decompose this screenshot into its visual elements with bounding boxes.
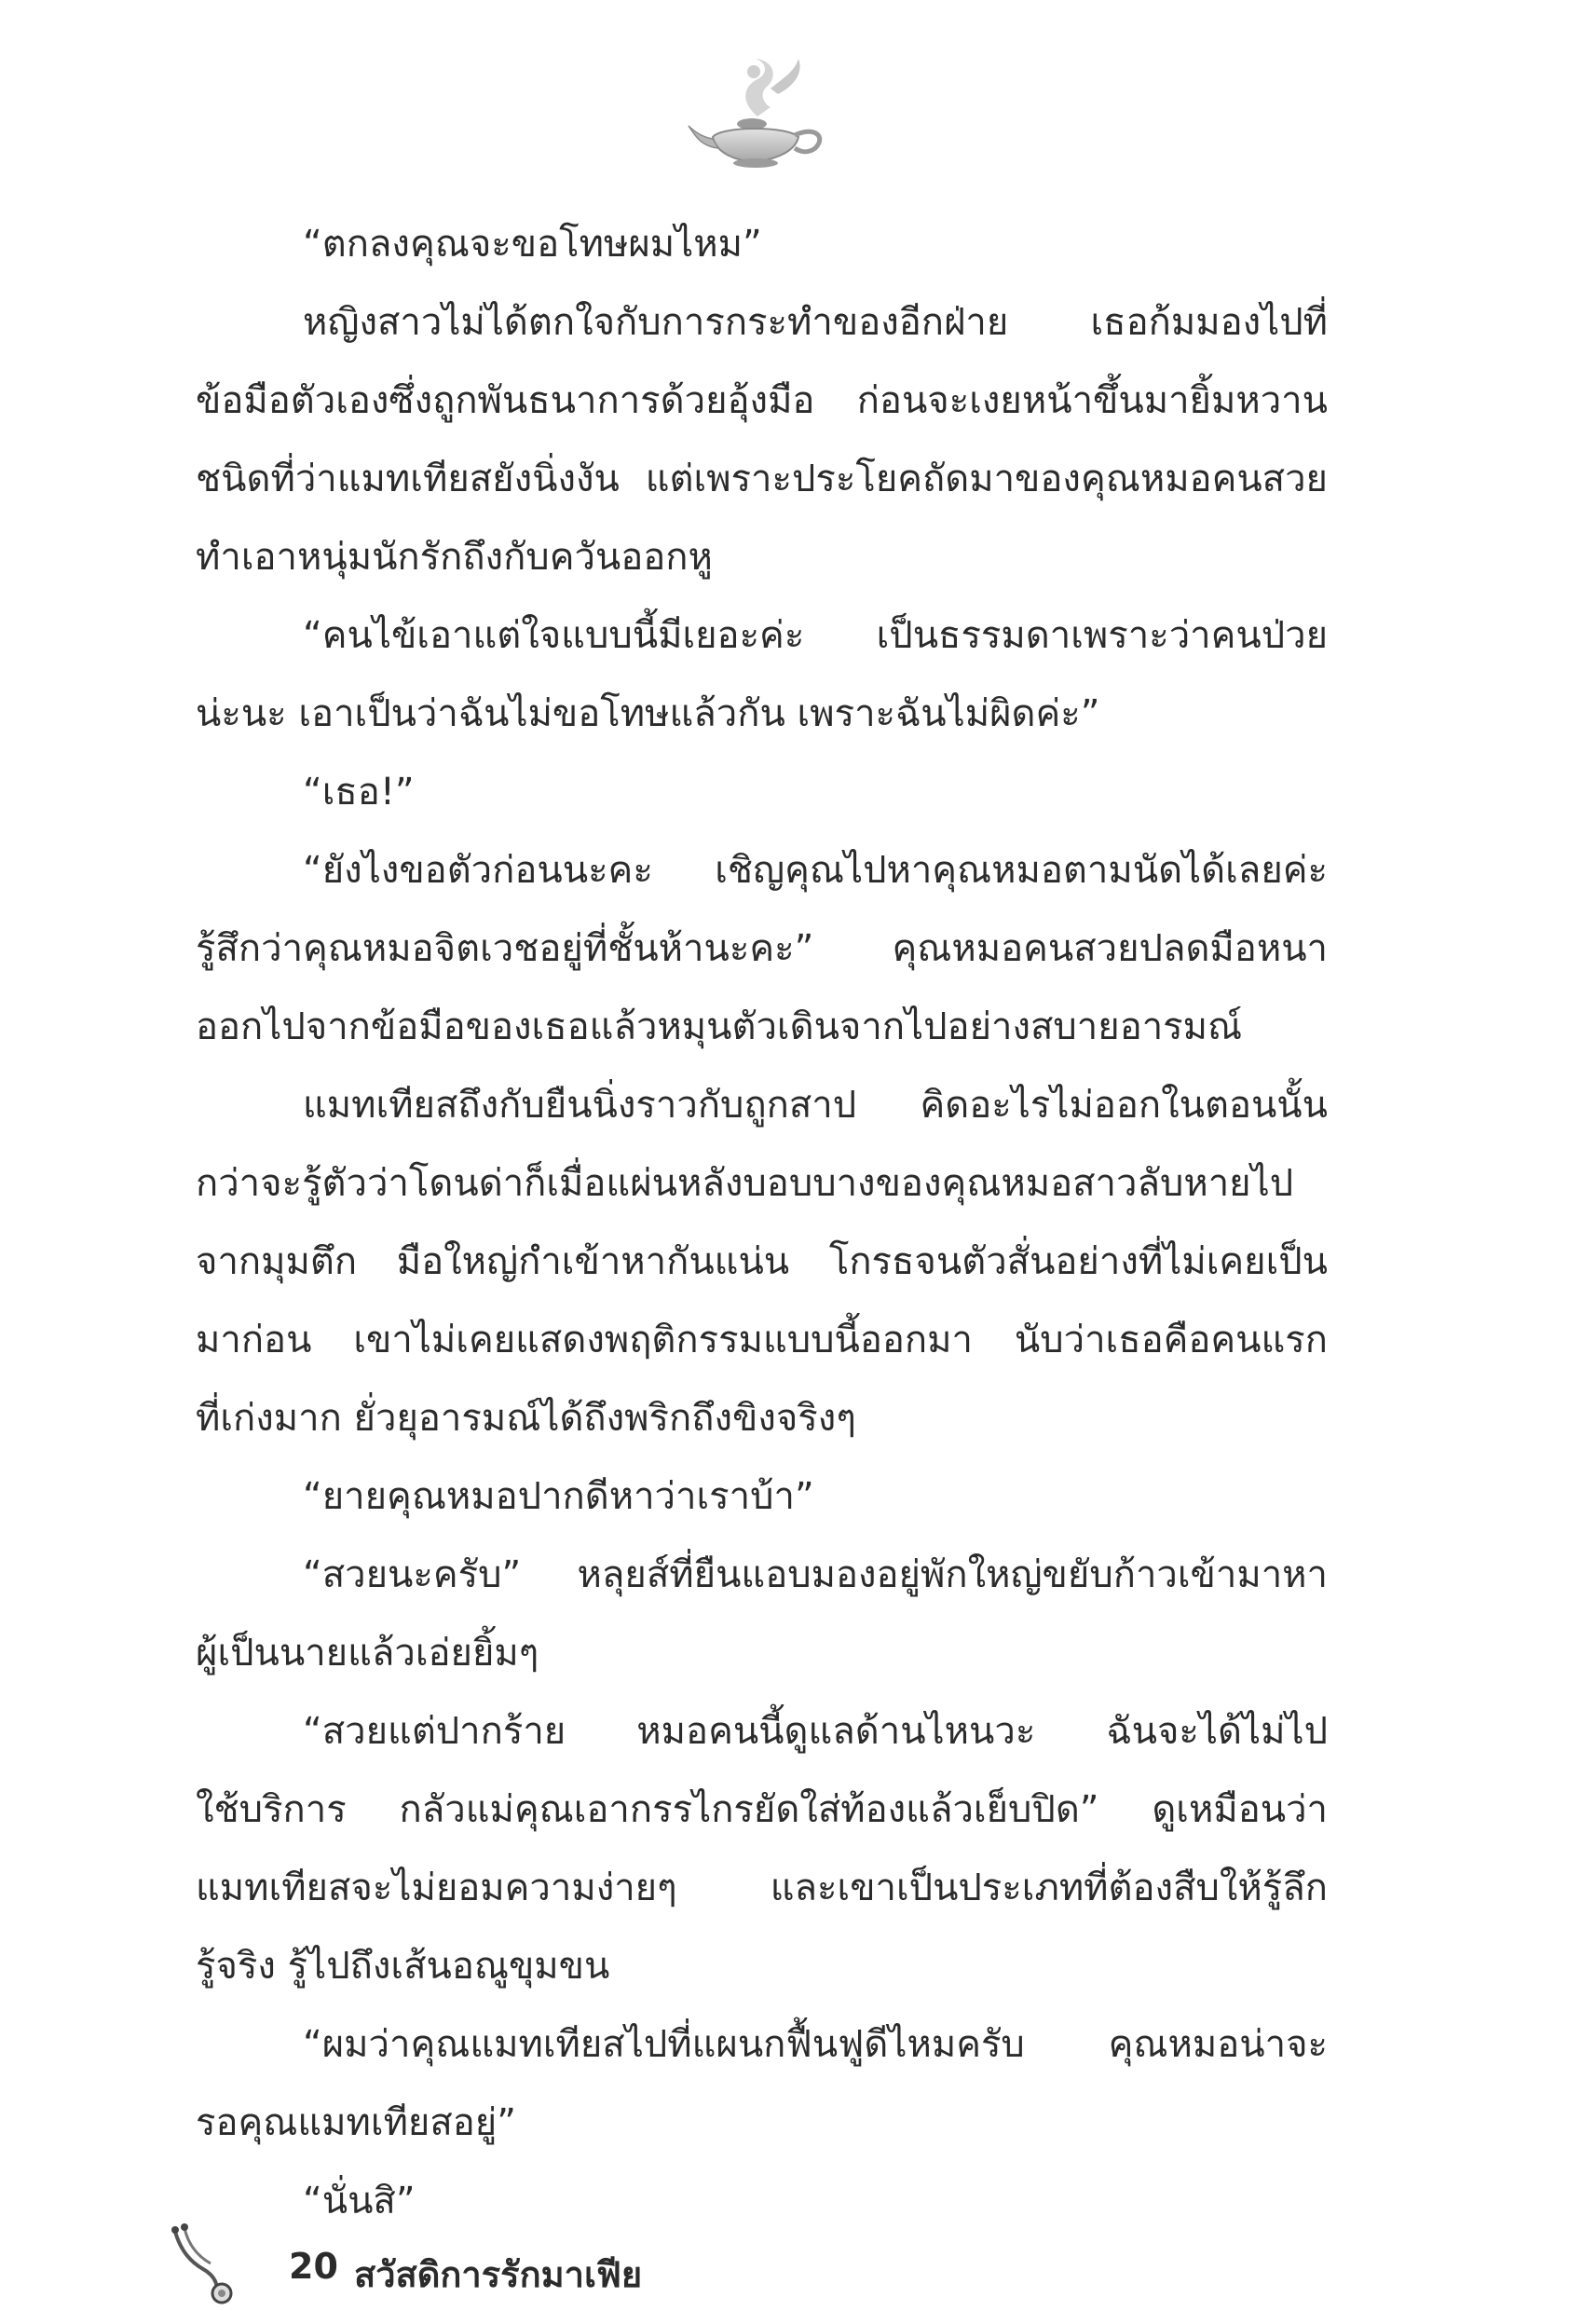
text-line: “ยังไงขอตัวก่อนนะคะ เชิญคุณไปหาคุณหมอตามนัดได้เลยค่ะ: [303, 849, 1328, 892]
text-line: ผู้เป็นนายแล้วเอ่ยยิ้มๆ: [196, 1632, 539, 1675]
text-line: รอคุณแมทเทียสอยู่”: [196, 2101, 516, 2144]
text-line: ออกไปจากข้อมือของเธอแล้วหมุนตัวเดินจากไปอย่างสบายอารมณ์: [196, 1005, 1243, 1048]
text-line: น่ะนะ เอาเป็นว่าฉันไม่ขอโทษแล้วกัน เพราะฉันไม่ผิดค่ะ”: [196, 692, 1100, 735]
text-line: ชนิดที่ว่าแมทเทียสยังนิ่งงัน แต่เพราะประโยคถัดมาของคุณหมอคนสวย: [196, 458, 1328, 500]
text-line: “เธอ!”: [303, 771, 415, 814]
text-line: “สวยแต่ปากร้าย หมอคนนี้ดูแลด้านไหนวะ ฉันจะได้ไม่ไป: [303, 1710, 1328, 1753]
text-line: “สวยนะครับ” หลุยส์ที่ยืนแอบมองอยู่พักใหญ่ขยับก้าวเข้ามาหา: [303, 1553, 1328, 1596]
page-footer: [168, 2222, 820, 2306]
text-line: กว่าจะรู้ตัวว่าโดนด่าก็เมื่อแผ่นหลังบอบบางของคุณหมอสาวลับหายไป: [196, 1162, 1294, 1205]
text-line: ที่เก่งมาก ยั่วยุอารมณ์ได้ถึงพริกถึงขิงจริงๆ: [196, 1397, 856, 1440]
text-line: “นั่นสิ”: [303, 2180, 416, 2222]
text-line: แมทเทียสจะไม่ยอมความง่ายๆ และเขาเป็นประเภทที่ต้องสืบให้รู้ลึก: [196, 1867, 1328, 1909]
genie-lamp-icon: [685, 51, 834, 172]
book-title: สวัสดิการรักมาเฟีย: [354, 2254, 643, 2295]
text-line: รู้จริง รู้ไปถึงเส้นอณูขุมขน: [196, 1945, 610, 1988]
stethoscope-icon: [168, 2222, 256, 2306]
text-line: มาก่อน เขาไม่เคยแสดงพฤติกรรมแบบนี้ออกมา นับว่าเธอคือคนแรก: [196, 1319, 1328, 1361]
page-number: 20: [289, 2246, 338, 2287]
text-line: ทำเอาหนุ่มนักรักถึงกับควันออกหู: [196, 536, 713, 579]
text-line: รู้สึกว่าคุณหมอจิตเวชอยู่ที่ชั้นห้านะคะ” คุณหมอคนสวยปลดมือหนา: [196, 927, 1328, 970]
text-line: หญิงสาวไม่ได้ตกใจกับการกระทำของอีกฝ่าย เธอก้มมองไปที่: [303, 301, 1328, 344]
text-line: จากมุมตึก มือใหญ่กำเข้าหากันแน่น โกรธจนตัวสั่นอย่างที่ไม่เคยเป็น: [196, 1240, 1328, 1283]
text-line: “ผมว่าคุณแมทเทียสไปที่แผนกฟื้นฟูดีไหมครับ คุณหมอน่าจะ: [303, 2023, 1328, 2066]
text-line: แมทเทียสถึงกับยืนนิ่งราวกับถูกสาป คิดอะไรไม่ออกในตอนนั้น: [303, 1084, 1328, 1127]
text-line: ใช้บริการ กลัวแม่คุณเอากรรไกรยัดใส่ท้องแล้วเย็บปิด” ดูเหมือนว่า: [196, 1788, 1328, 1831]
text-line: “คนไข้เอาแต่ใจแบบนี้มีเยอะค่ะ เป็นธรรมดาเพราะว่าคนป่วย: [303, 614, 1328, 657]
text-line: ข้อมือตัวเองซึ่งถูกพันธนาการด้วยอุ้งมือ ก่อนจะเงยหน้าขึ้นมายิ้มหวาน: [196, 379, 1328, 422]
text-line: “ยายคุณหมอปากดีหาว่าเราบ้า”: [303, 1475, 814, 1518]
text-line: “ตกลงคุณจะขอโทษผมไหม”: [303, 223, 762, 266]
